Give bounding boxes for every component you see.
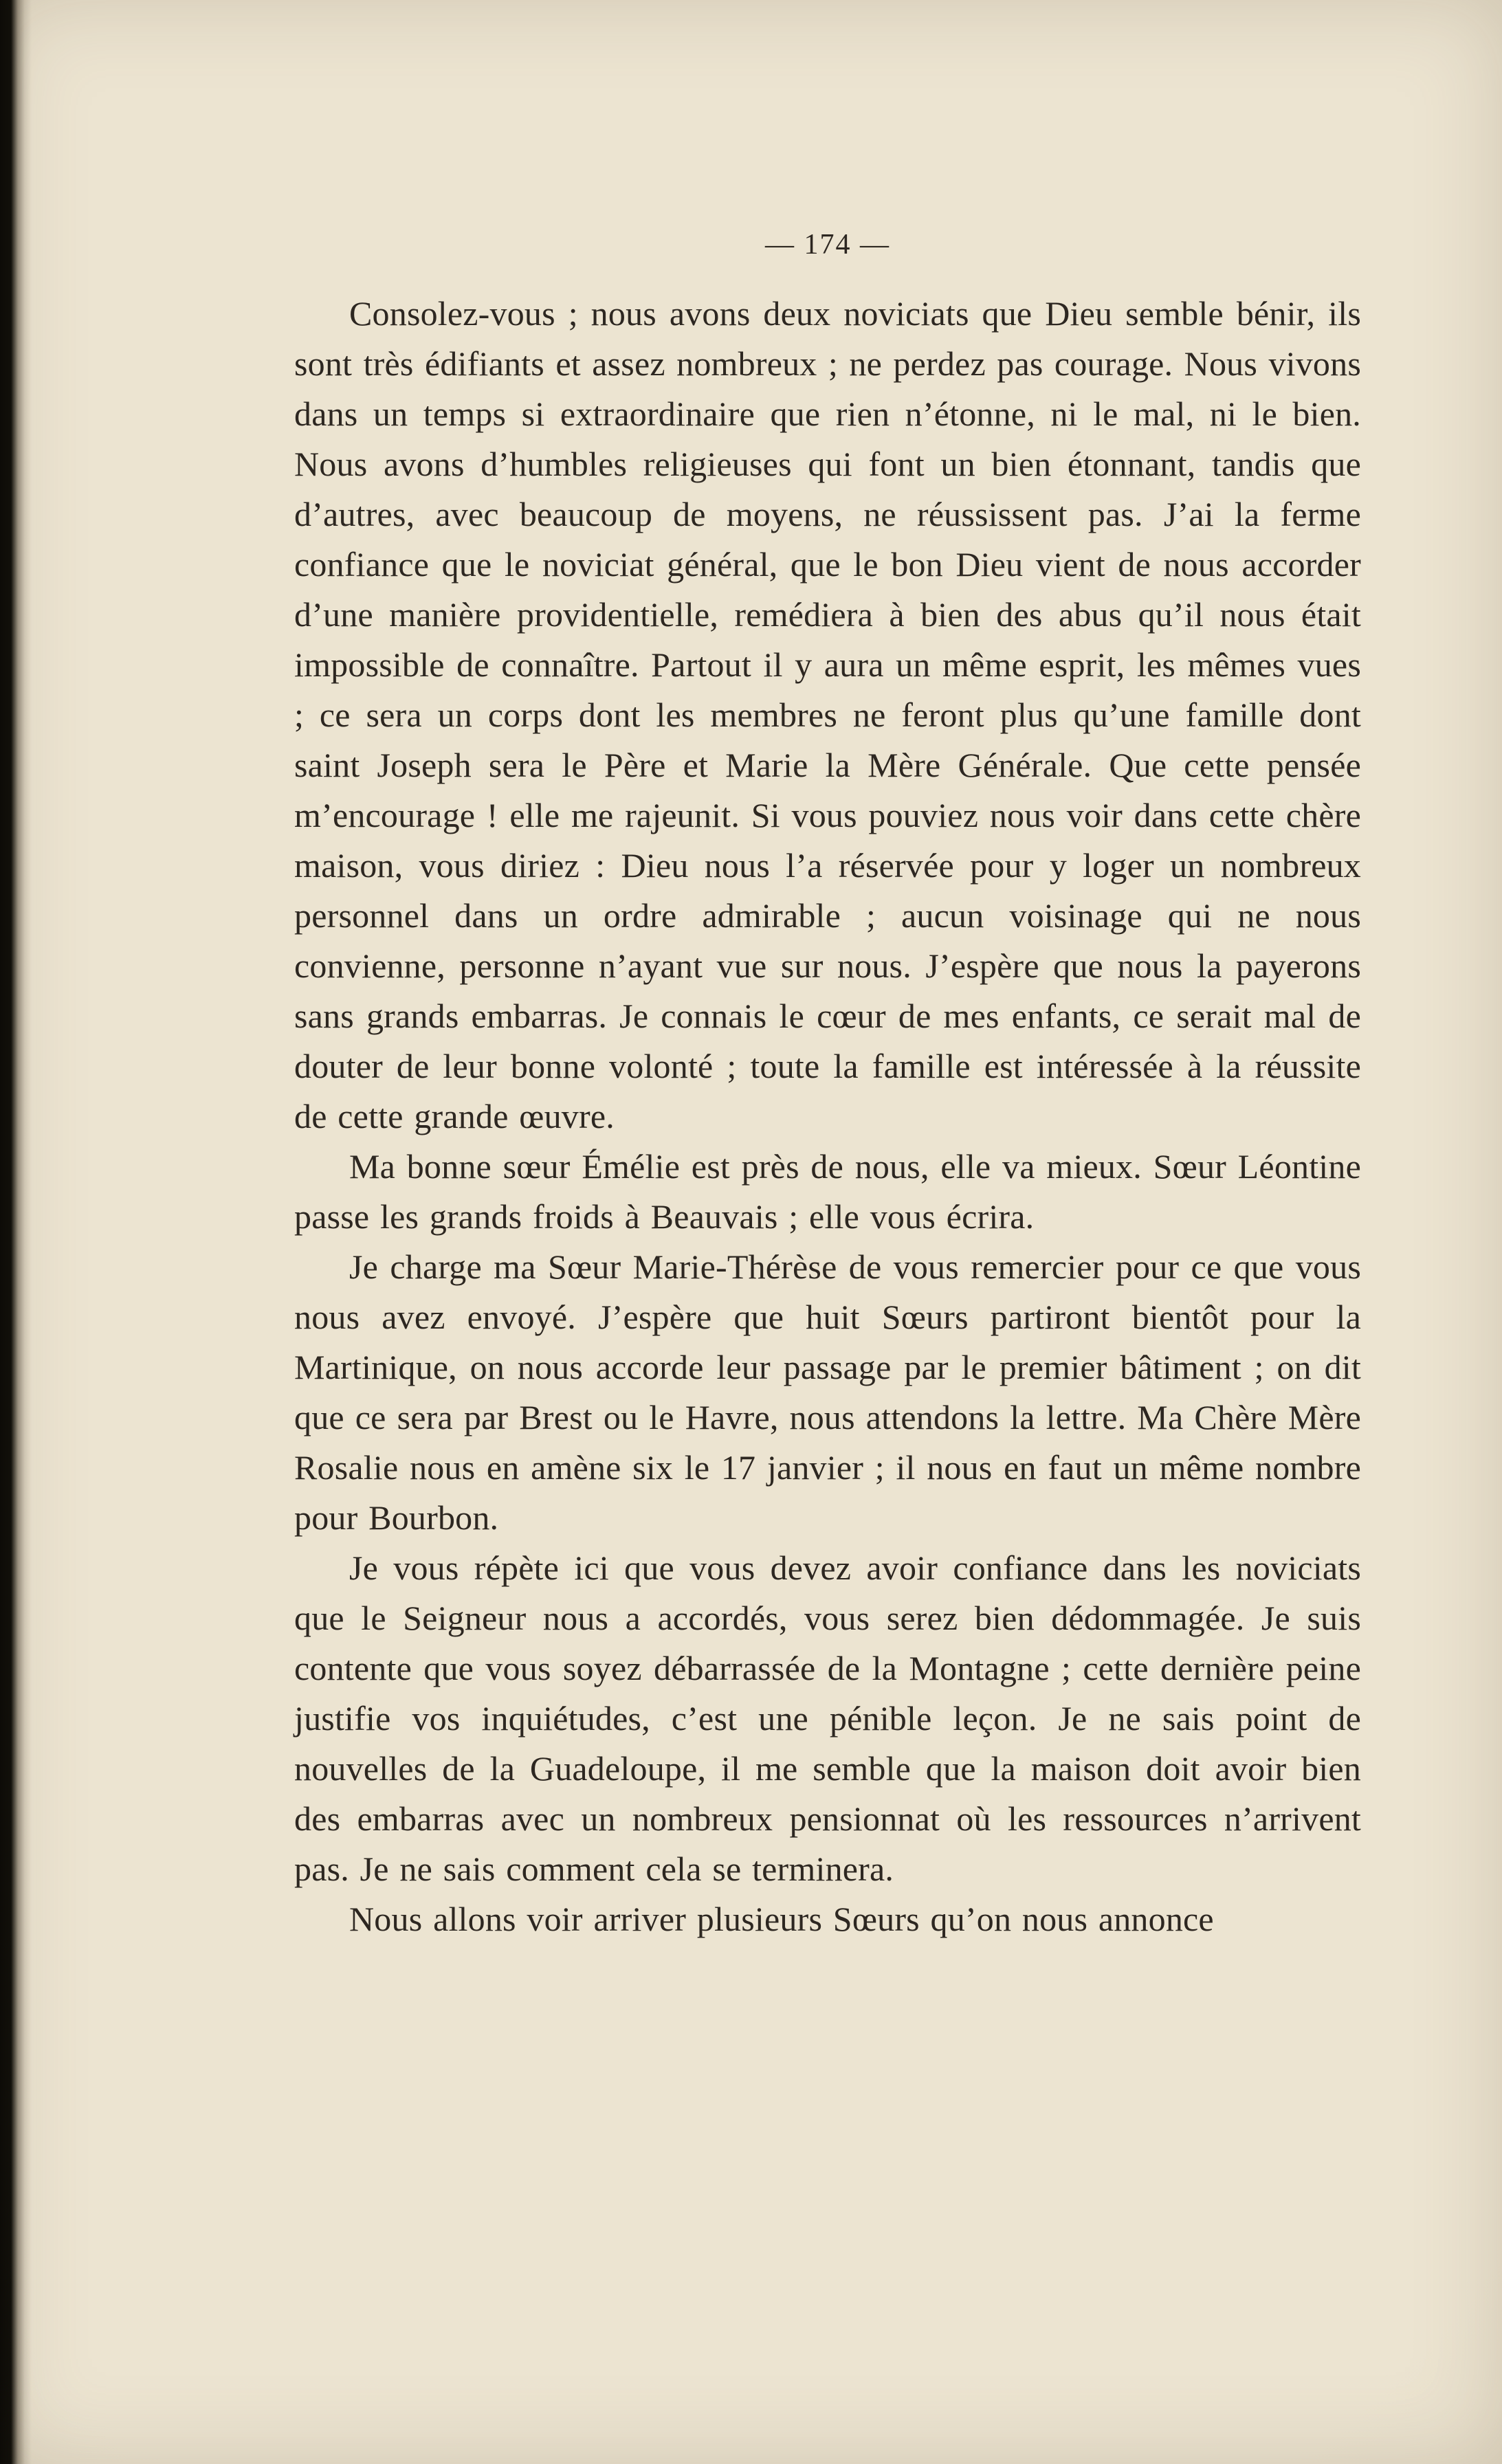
- paragraph-3: Je charge ma Sœur Marie-Thérèse de vous remercier pour ce que vous nous avez envoyé. J’espère que huit Sœurs partiront bientôt pour la Martinique, on nous accorde leur passage par le premier bâtiment ; on dit que ce sera par Brest ou le Havre, nous attendons la lettre. Ma Chère Mère Rosalie nous en amène six le 17 janvier ; il nous en faut un même nombre pour Bourbon.: [294, 1247, 1361, 1537]
- paragraph-5: Nous allons voir arriver plusieurs Sœurs qu’on nous annonce: [349, 1900, 1214, 1938]
- paragraph-4: Je vous répète ici que vous devez avoir confiance dans les noviciats que le Seigneur nous a accordés, vous serez bien dédommagée. Je suis contente que vous soyez débarrassée de la Montagne ; cette dernière peine justifie vos inquiétudes, c’est une pénible leçon. Je ne sais point de nouvelles de la Guadeloupe, il me semble que la maison doit avoir bien des embarras avec un nombreux pensionnat où les ressources n’arrivent pas. Je ne sais comment cela se terminera.: [294, 1549, 1361, 1888]
- page-text-block: [294, 227, 1361, 1944]
- paragraph-2: Ma bonne sœur Émélie est près de nous, elle va mieux. Sœur Léontine passe les grands froids à Beauvais ; elle vous écrira.: [294, 1147, 1361, 1236]
- page-number: — 174 —: [765, 229, 890, 260]
- book-binding-edge: [0, 0, 32, 2464]
- paragraph-1: Consolez-vous ; nous avons deux noviciats que Dieu semble bénir, ils sont très édifiants et assez nombreux ; ne perdez pas courage. Nous vivons dans un temps si extraordinaire que rien n’étonne, ni le mal, ni le bien. Nous avons d’humbles religieuses qui font un bien étonnant, tandis que d’autres, avec beaucoup de moyens, ne réussissent pas. J’ai la ferme confiance que le noviciat général, que le bon Dieu vient de nous accorder d’une manière providentielle, remédiera à bien des abus qu’il nous était impossible de connaître. Partout il y aura un même esprit, les mêmes vues ; ce sera un corps dont les membres ne feront plus qu’une famille dont saint Joseph sera le Père et Marie la Mère Générale. Que cette pensée m’encourage ! elle me rajeunit. Si vous pouviez nous voir dans cette chère maison, vous diriez : Dieu nous l’a réservée pour y loger un nombreux personnel dans un ordre admirable ; aucun voisinage qui ne nous convienne, personne n’ayant vue sur nous. J’espère que nous la payerons sans grands embarras. Je connais le cœur de mes enfants, ce serait mal de douter de leur bonne volonté ; toute la famille est intéressée à la réussite de cette grande œuvre.: [294, 294, 1361, 1135]
